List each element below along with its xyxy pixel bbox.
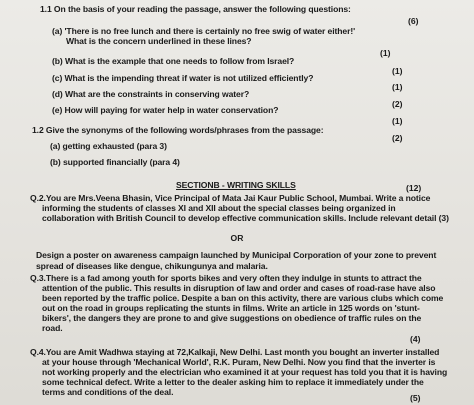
q3-line5: bikers', the dangers they are prone to and give suggestions on obedience of traffic rules on the bbox=[42, 313, 422, 323]
q4-line4: some technical defect. Write a letter to the dealer asking him to replace it immediately under the bbox=[42, 377, 424, 387]
q12-a: (a) getting exhausted (para 3) bbox=[50, 141, 167, 151]
q12-marks: (2) bbox=[392, 133, 403, 143]
q3-marks: (4) bbox=[410, 334, 421, 344]
q11-b-marks: (1) bbox=[392, 66, 403, 76]
q3-line3: been reported by the traffic police. Despite a ban on this activity, there are various clubs which come bbox=[42, 293, 444, 303]
q2-line1: Q.2.You are Mrs.Veena Bhasin, Vice Principal of Mata Jai Kaur Public School, Mumbai. Write a notice bbox=[30, 193, 431, 203]
q11-d-marks: (2) bbox=[392, 99, 403, 109]
q2-alt-line2: spread of diseases like dengue, chikungunya and malaria. bbox=[36, 261, 268, 271]
q11-a-line1: (a) 'There is no free lunch and there is certainly no free swig of water either!' bbox=[52, 26, 356, 36]
q4-line3: not working properly and the electrician who examined it at your request has told you that it is having bbox=[42, 367, 448, 377]
q11-a-marks: (1) bbox=[380, 48, 391, 58]
q4-line1: Q.4.You are Amit Wadhwa staying at 72,Kalkaji, New Delhi. Last month you bought an inverter installed bbox=[30, 347, 440, 357]
q4-line5: terms and conditions of the deal. bbox=[42, 387, 174, 397]
q3-line1: Q.3.There is a fad among youth for sports bikes and very often they indulge in stunts to attract the bbox=[30, 273, 422, 283]
q11-c-line: (c) What is the impending threat if water is not utilized efficiently? bbox=[52, 73, 314, 83]
q11-e-marks: (1) bbox=[392, 116, 403, 126]
q11-marks: (6) bbox=[408, 16, 419, 26]
q11-d-line: (d) What are the constraints in conserving water? bbox=[52, 89, 250, 99]
q4-line2: at your house through 'Mechanical World', R.K. Puram, New Delhi. Now you find that the inverter is bbox=[42, 357, 436, 367]
q2-alt-line1: Design a poster on awareness campaign launched by Municipal Corporation of your zone to prevent bbox=[36, 250, 437, 260]
q2-line3: collaboration with British Council to develop effective communication skills. Include relevant detail (3) bbox=[42, 213, 449, 223]
q3-line2: attention of the public. This results in disruption of law and order and cases of road-rase have also bbox=[42, 283, 436, 293]
q3-line4: out on the road in groups replicating the stunts in films. Write an article in 125 words on 'stunt- bbox=[42, 303, 420, 313]
q11-c-marks: (1) bbox=[392, 82, 403, 92]
q11-prompt: 1.1 On the basis of your reading the passage, answer the following questions: bbox=[40, 4, 351, 14]
q2-line2: informing the students of classes XI and XII about the special classes being organized in bbox=[42, 203, 396, 213]
q4-marks: (5) bbox=[410, 393, 421, 403]
q12-prompt: 1.2 Give the synonyms of the following words/phrases from the passage: bbox=[32, 125, 324, 135]
q3-line6: road. bbox=[42, 323, 63, 333]
section-b-heading: SECTIONB - WRITING SKILLS bbox=[176, 180, 296, 190]
q11-a-line2: What is the concern underlined in these lines? bbox=[66, 36, 252, 46]
q11-b-line: (b) What is the example that one needs to follow from Israel? bbox=[52, 56, 295, 66]
q11-e-line: (e) How will paying for water help in water conservation? bbox=[52, 105, 279, 115]
q12-b: (b) supported financially (para 4) bbox=[50, 157, 180, 167]
q2-or: OR bbox=[230, 233, 244, 243]
section-b-marks: (12) bbox=[406, 183, 422, 193]
